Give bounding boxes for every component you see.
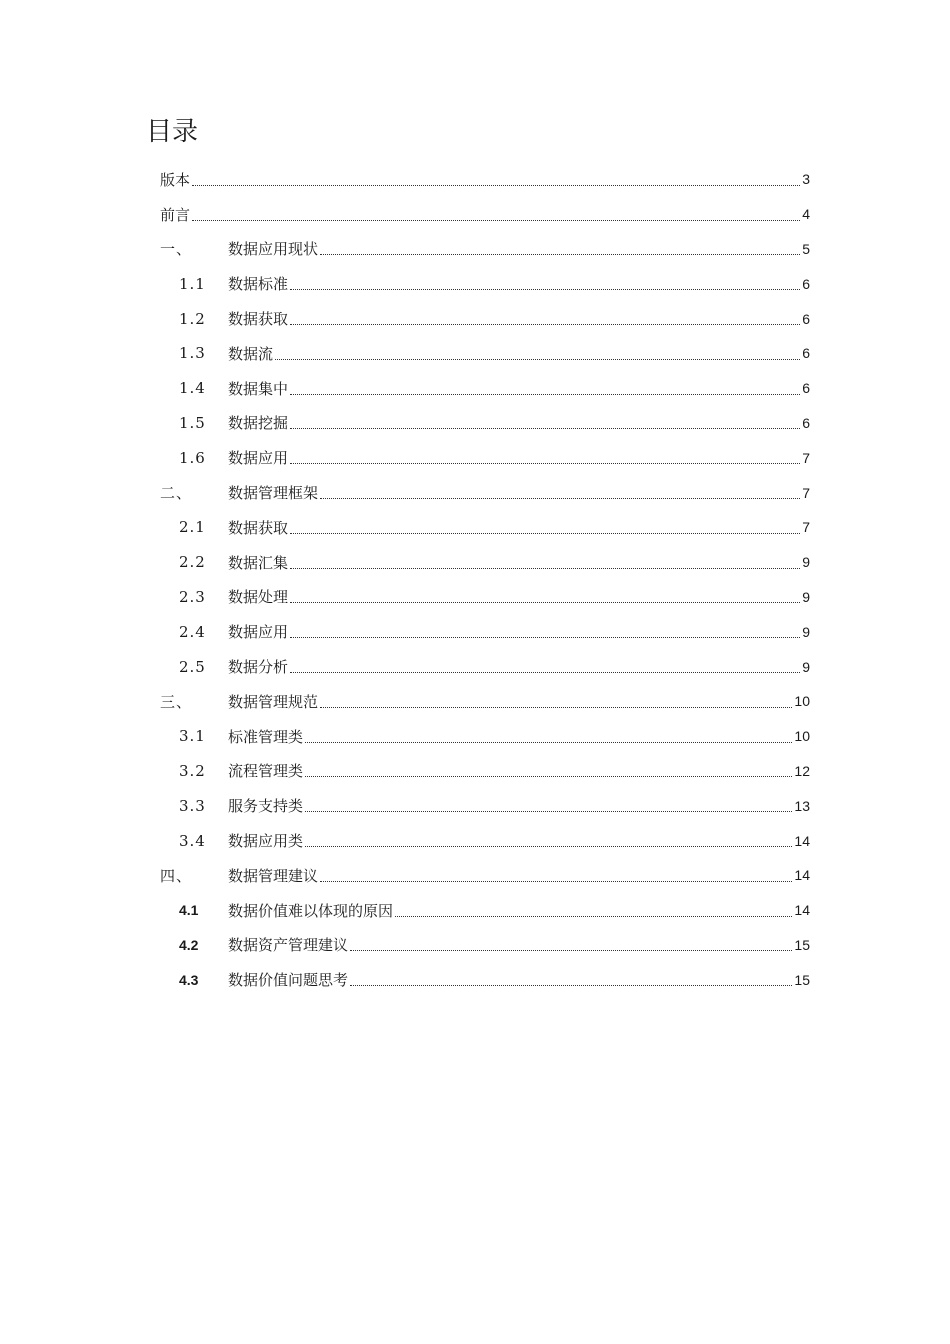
- toc-entry-page-number: 12: [794, 762, 810, 779]
- table-of-contents: [160, 162, 810, 997]
- dot-leader: [350, 950, 792, 951]
- toc-entry[interactable]: [160, 893, 810, 928]
- toc-entry[interactable]: [160, 719, 810, 754]
- toc-entry[interactable]: [160, 301, 810, 336]
- toc-entry-number: 三、: [160, 692, 193, 711]
- toc-entry-title: 数据应用现状: [228, 240, 319, 259]
- toc-entry-page-number: 13: [794, 797, 810, 814]
- toc-entry-number: 1.5: [179, 413, 206, 432]
- toc-entry-number: 3.2: [179, 761, 206, 780]
- toc-entry[interactable]: [160, 788, 810, 823]
- toc-entry-page-number: 15: [794, 971, 810, 988]
- toc-entry-page-number: 15: [794, 936, 810, 953]
- toc-entry-page-number: 6: [802, 380, 810, 397]
- toc-entry-number: 4.1: [179, 902, 199, 919]
- dot-leader: [305, 742, 792, 743]
- toc-entry-title: 数据资产管理建议: [228, 936, 349, 955]
- toc-entry-title: 数据应用: [228, 449, 289, 468]
- toc-entry-number: 2.4: [179, 622, 206, 641]
- dot-leader: [320, 254, 800, 255]
- toc-entry-number: 二、: [160, 484, 193, 503]
- toc-entry-page-number: 10: [794, 693, 810, 710]
- dot-leader: [290, 602, 800, 603]
- toc-entry-title: 数据管理框架: [228, 484, 319, 503]
- dot-leader: [290, 568, 800, 569]
- toc-entry-title: 数据集中: [228, 379, 289, 398]
- toc-entry-title: 数据挖掘: [228, 414, 289, 433]
- toc-entry-page-number: 6: [802, 414, 810, 431]
- toc-entry-page-number: 14: [794, 867, 810, 884]
- toc-entry[interactable]: [160, 475, 810, 510]
- toc-entry-title: 数据价值问题思考: [228, 971, 349, 990]
- toc-entry[interactable]: [160, 510, 810, 545]
- toc-entry-number: 1.1: [179, 274, 206, 293]
- toc-entry[interactable]: [160, 614, 810, 649]
- toc-entry-number: 3.4: [179, 831, 206, 850]
- toc-entry-number: 一、: [160, 240, 193, 259]
- toc-entry-page-number: 7: [802, 519, 810, 536]
- toc-entry[interactable]: [160, 858, 810, 893]
- toc-entry[interactable]: [160, 197, 810, 232]
- toc-entry-title: 数据标准: [228, 275, 289, 294]
- toc-entry[interactable]: [160, 754, 810, 789]
- toc-entry-title: 数据获取: [228, 310, 289, 329]
- toc-entry[interactable]: [160, 440, 810, 475]
- toc-entry-number: 3.1: [179, 727, 206, 746]
- toc-entry-title: 数据分析: [228, 658, 289, 677]
- toc-entry-page-number: 10: [794, 728, 810, 745]
- toc-entry[interactable]: [160, 962, 810, 997]
- toc-entry-title: 数据应用: [228, 623, 289, 642]
- toc-entry[interactable]: [160, 406, 810, 441]
- toc-entry-page-number: 9: [802, 588, 810, 605]
- dot-leader: [290, 672, 800, 673]
- dot-leader: [290, 394, 800, 395]
- toc-entry-number: 1.3: [179, 344, 206, 363]
- toc-entry-number: 1.4: [179, 379, 206, 398]
- dot-leader: [290, 637, 800, 638]
- dot-leader: [290, 324, 800, 325]
- toc-entry-page-number: 3: [802, 171, 810, 188]
- toc-entry[interactable]: [160, 371, 810, 406]
- dot-leader: [290, 428, 800, 429]
- toc-title: 目录: [146, 117, 199, 147]
- dot-leader: [395, 916, 792, 917]
- toc-entry-title: 数据应用类: [228, 832, 304, 851]
- dot-leader: [320, 707, 792, 708]
- toc-entry[interactable]: [160, 823, 810, 858]
- toc-entry-title: 数据处理: [228, 588, 289, 607]
- toc-entry-title: 版本: [160, 170, 191, 189]
- toc-entry-page-number: 9: [802, 658, 810, 675]
- toc-entry-number: 2.5: [179, 657, 206, 676]
- toc-entry-page-number: 14: [794, 902, 810, 919]
- dot-leader: [305, 811, 792, 812]
- toc-entry-title: 标准管理类: [228, 727, 304, 746]
- toc-entry-title: 服务支持类: [228, 797, 304, 816]
- toc-entry-page-number: 6: [802, 275, 810, 292]
- toc-entry[interactable]: [160, 684, 810, 719]
- dot-leader: [275, 359, 800, 360]
- toc-entry-page-number: 7: [802, 449, 810, 466]
- toc-entry-title: 数据管理规范: [228, 692, 319, 711]
- dot-leader: [192, 185, 800, 186]
- toc-entry-title: 数据价值难以体现的原因: [228, 901, 394, 920]
- toc-entry-number: 2.1: [179, 518, 206, 537]
- toc-entry-number: 2.3: [179, 587, 206, 606]
- toc-entry-page-number: 14: [794, 832, 810, 849]
- toc-entry[interactable]: [160, 545, 810, 580]
- dot-leader: [305, 776, 792, 777]
- toc-entry-number: 1.2: [179, 309, 206, 328]
- toc-entry[interactable]: [160, 649, 810, 684]
- dot-leader: [290, 463, 800, 464]
- toc-entry-page-number: 5: [802, 240, 810, 257]
- toc-entry-title: 流程管理类: [228, 762, 304, 781]
- toc-entry-page-number: 7: [802, 484, 810, 501]
- toc-entry-page-number: 6: [802, 345, 810, 362]
- toc-entry[interactable]: [160, 336, 810, 371]
- toc-entry-page-number: 9: [802, 554, 810, 571]
- toc-entry-number: 1.6: [179, 448, 206, 467]
- toc-entry-number: 4.2: [179, 936, 199, 953]
- toc-entry-title: 数据流: [228, 344, 274, 363]
- toc-entry[interactable]: [160, 232, 810, 267]
- toc-entry-title: 数据管理建议: [228, 866, 319, 885]
- toc-entry[interactable]: [160, 928, 810, 963]
- toc-entry[interactable]: [160, 266, 810, 301]
- toc-entry-number: 3.3: [179, 796, 206, 815]
- toc-entry-title: 数据汇集: [228, 553, 289, 572]
- toc-entry-number: 2.2: [179, 553, 206, 572]
- dot-leader: [290, 289, 800, 290]
- dot-leader: [192, 220, 800, 221]
- toc-entry-page-number: 6: [802, 310, 810, 327]
- dot-leader: [320, 498, 800, 499]
- dot-leader: [320, 881, 792, 882]
- toc-entry-page-number: 4: [802, 206, 810, 223]
- toc-entry-page-number: 9: [802, 623, 810, 640]
- toc-entry-number: 四、: [160, 866, 193, 885]
- toc-entry[interactable]: [160, 162, 810, 197]
- toc-entry-title: 前言: [160, 205, 191, 224]
- toc-entry-title: 数据获取: [228, 518, 289, 537]
- dot-leader: [290, 533, 800, 534]
- dot-leader: [305, 846, 792, 847]
- dot-leader: [350, 985, 792, 986]
- toc-entry[interactable]: [160, 580, 810, 615]
- toc-entry-number: 4.3: [179, 971, 199, 988]
